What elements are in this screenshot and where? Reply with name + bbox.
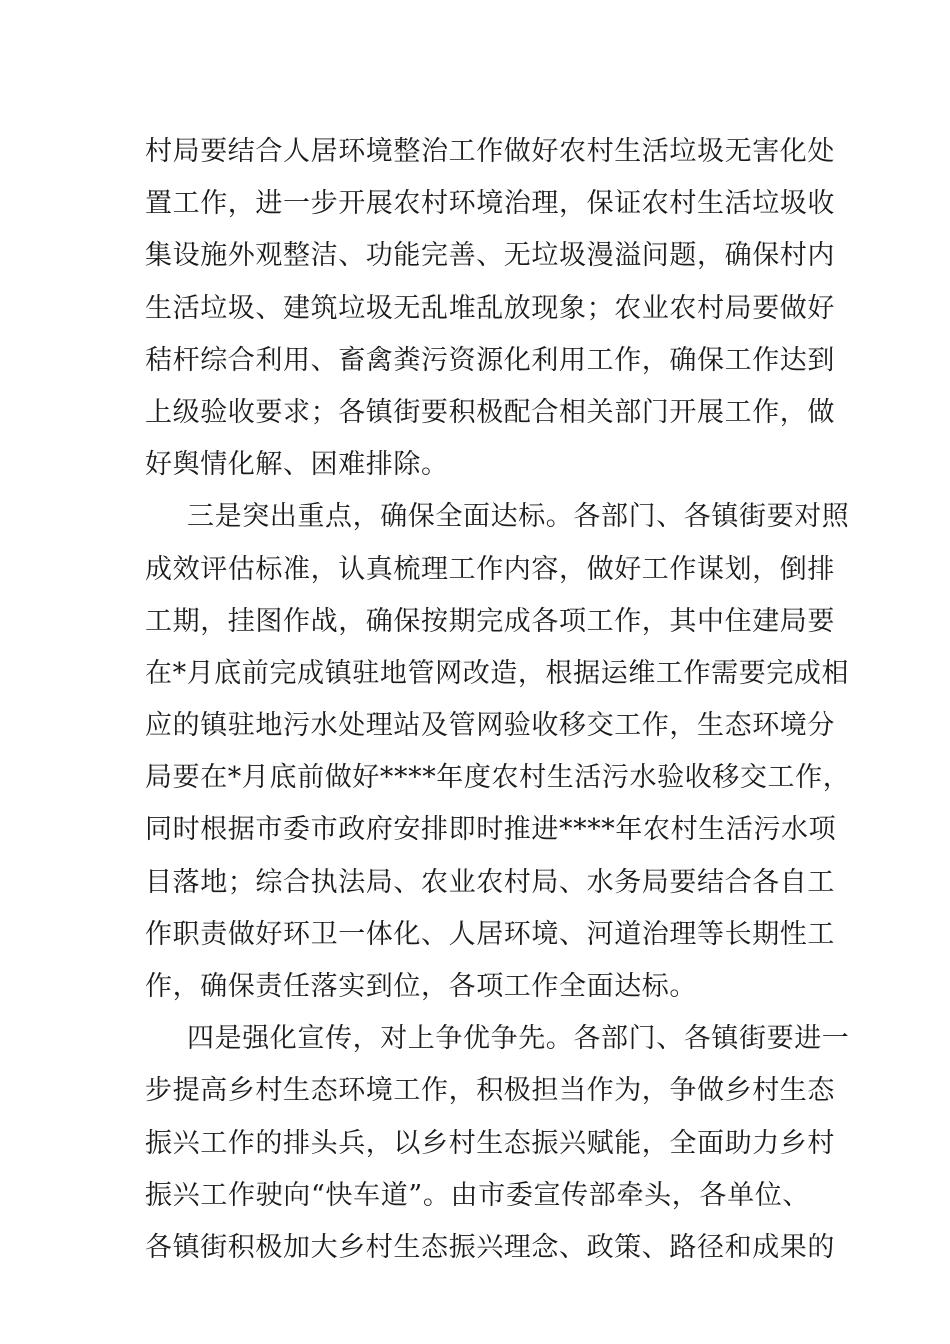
text-line: 好舆情化解、困难排除。 [145, 449, 449, 481]
text-line: 局要在*月底前做好****年度农村生活污水验收移交工作， [145, 762, 851, 794]
text-line: 同时根据市委市政府安排即时推进****年农村生活污水项 [145, 814, 837, 846]
text-line: 村局要结合人居环境整治工作做好农村生活垃圾无害化处 [145, 136, 835, 167]
text-line: 作，确保责任落实到位，各项工作全面达标。 [145, 971, 697, 1002]
text-line: 作职责做好环卫一体化、人居环境、河道治理等长期性工 [145, 918, 835, 950]
text-line: 成效评估标准，认真梳理工作内容，做好工作谋划，倒排 [145, 553, 835, 585]
document-body [145, 126, 851, 1274]
text-line: 上级验收要求；各镇街要积极配合相关部门开展工作，做 [145, 396, 835, 428]
text-line: 振兴工作驶向“快车道”。由市委宣传部牵头，各单位、 [145, 1179, 810, 1211]
text-line: 应的镇驻地污水处理站及管网验收移交工作，生态环境分 [145, 710, 835, 742]
text-line: 振兴工作的排头兵，以乡村生态振兴赋能，全面助力乡村 [145, 1127, 835, 1159]
text-line: 三是突出重点，确保全面达标。各部门、各镇街要对照 [187, 501, 850, 533]
text-line: 工期，挂图作战，确保按期完成各项工作，其中住建局要 [145, 605, 835, 637]
text-line: 各镇街积极加大乡村生态振兴理念、政策、路径和成果的 [145, 1231, 835, 1263]
text-line: 置工作，进一步开展农村环境治理，保证农村生活垃圾收 [145, 188, 835, 220]
text-line: 生活垃圾、建筑垃圾无乱堆乱放现象；农业农村局要做好 [145, 292, 835, 324]
text-line: 秸杆综合利用、畜禽粪污资源化利用工作，确保工作达到 [145, 344, 835, 376]
text-line: 四是强化宣传，对上争优争先。各部门、各镇街要进一 [187, 1023, 850, 1055]
text-line: 集设施外观整洁、功能完善、无垃圾漫溢问题，确保村内 [145, 240, 835, 272]
text-line: 在*月底前完成镇驻地管网改造，根据运维工作需要完成相 [145, 657, 850, 689]
text-line: 目落地；综合执法局、农业农村局、水务局要结合各自工 [145, 866, 835, 898]
text-line: 步提高乡村生态环境工作，积极担当作为，争做乡村生态 [145, 1075, 835, 1107]
